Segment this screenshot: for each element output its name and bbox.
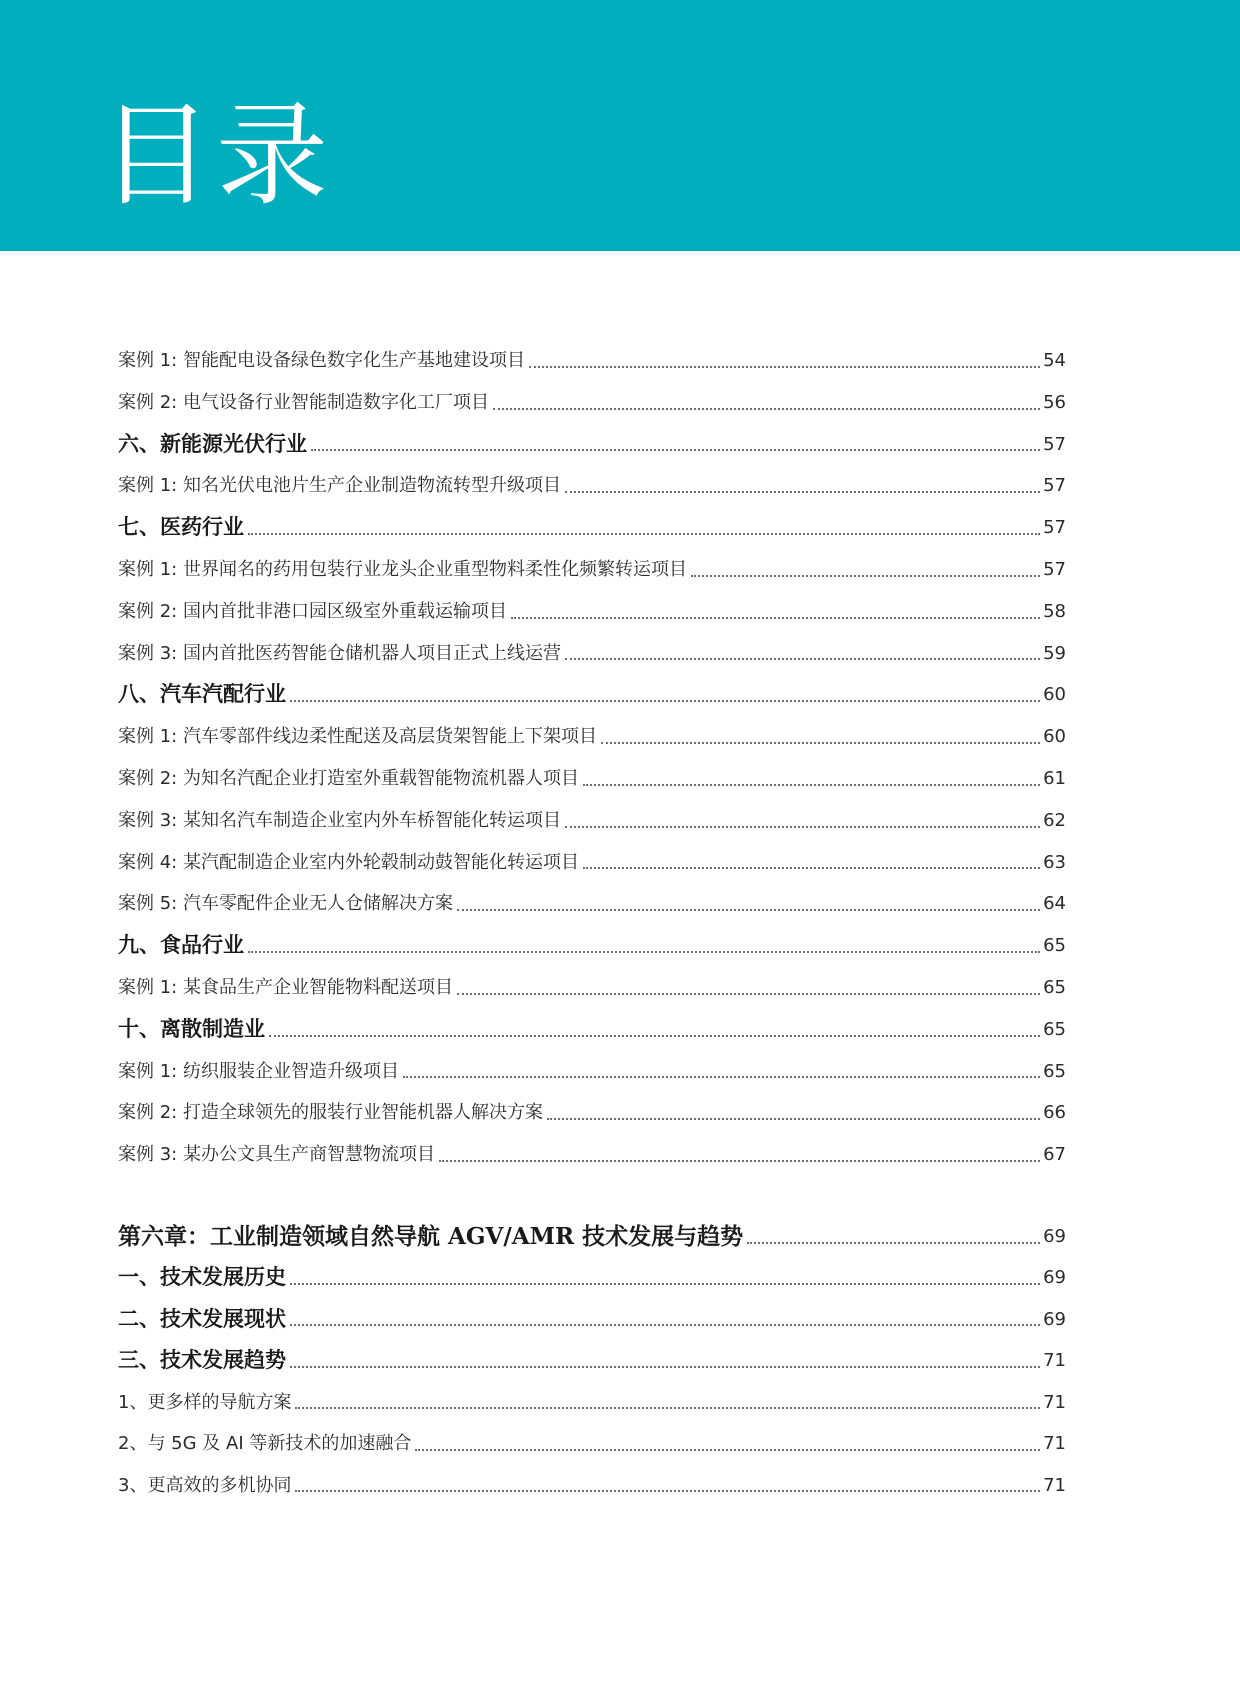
toc-page-number: 65	[1043, 976, 1066, 998]
toc-entry-case[interactable]	[118, 591, 1066, 633]
dot-leader	[295, 1407, 1040, 1409]
dot-leader	[415, 1449, 1040, 1451]
dot-leader	[439, 1160, 1040, 1162]
toc-entry-section[interactable]	[118, 1340, 1066, 1382]
toc-entry-case[interactable]	[118, 465, 1066, 507]
dot-leader	[403, 1076, 1040, 1078]
toc-entry-label: 九、食品行业	[118, 933, 244, 958]
toc-entry-section[interactable]	[118, 925, 1066, 967]
toc-page-number: 57	[1043, 558, 1066, 580]
toc-entry-label: 案例 2: 为知名汽配企业打造室外重载智能物流机器人项目	[118, 767, 579, 789]
toc-entry-label: 案例 1: 汽车零部件线边柔性配送及高层货架智能上下架项目	[118, 726, 597, 748]
toc-entry-label: 2、与 5G 及 AI 等新技术的加速融合	[118, 1433, 412, 1454]
toc-page-number: 69	[1043, 1267, 1066, 1288]
dot-leader	[601, 742, 1040, 744]
toc-entry-label: 二、技术发展现状	[118, 1306, 286, 1331]
toc-entry-label: 1、更多样的导航方案	[118, 1391, 292, 1413]
toc-entry-label: 案例 2: 电气设备行业智能制造数字化工厂项目	[118, 391, 489, 413]
page-title: 目录	[100, 91, 332, 221]
dot-leader	[547, 1118, 1040, 1120]
toc-page-number: 62	[1043, 809, 1066, 831]
toc-entry-case[interactable]	[118, 883, 1066, 925]
toc-entry-label: 十、离散制造业	[118, 1016, 265, 1041]
toc-entry-case[interactable]	[118, 758, 1066, 800]
dot-leader	[290, 700, 1040, 702]
dot-leader	[290, 1324, 1040, 1326]
toc-page-number: 60	[1043, 684, 1066, 706]
dot-leader	[248, 533, 1040, 535]
toc-entry-case[interactable]	[118, 1092, 1066, 1134]
toc-entry-case[interactable]	[118, 842, 1066, 884]
toc-entry-label: 一、技术发展历史	[118, 1265, 286, 1289]
toc-page-number: 59	[1043, 642, 1066, 664]
toc-entry-section[interactable]	[118, 1299, 1066, 1341]
dot-leader	[457, 993, 1040, 995]
toc-entry-label: 案例 1: 某食品生产企业智能物料配送项目	[118, 976, 453, 998]
toc-page-number: 71	[1043, 1433, 1066, 1454]
toc-page-number: 65	[1043, 1060, 1066, 1082]
toc-page-number: 69	[1043, 1308, 1066, 1330]
toc-entry-label: 案例 1: 智能配电设备绿色数字化生产基地建设项目	[118, 350, 525, 371]
toc-page-number: 58	[1043, 600, 1066, 622]
toc-entry-case[interactable]	[118, 716, 1066, 758]
toc-entry-item[interactable]	[118, 1382, 1066, 1424]
toc-entry-label: 案例 4: 某汽配制造企业室内外轮毂制动鼓智能化转运项目	[118, 851, 579, 873]
toc-entry-label: 案例 2: 国内首批非港口园区级室外重载运输项目	[118, 600, 507, 622]
toc-page-number: 71	[1043, 1350, 1066, 1371]
toc-entry-section[interactable]	[118, 1009, 1066, 1051]
toc-page-number: 65	[1043, 1018, 1066, 1040]
toc-page-number: 67	[1043, 1144, 1066, 1166]
toc-entry-label: 案例 3: 某办公文具生产商智慧物流项目	[118, 1144, 435, 1166]
dot-leader	[295, 1490, 1040, 1492]
dot-leader	[248, 951, 1040, 953]
toc-entry-label: 案例 1: 纺织服装企业智造升级项目	[118, 1060, 399, 1082]
dot-leader	[529, 366, 1040, 368]
dot-leader	[747, 1242, 1040, 1244]
toc-entry-section[interactable]	[118, 507, 1066, 549]
dot-leader	[311, 449, 1040, 451]
toc-page-number: 57	[1043, 433, 1066, 455]
toc-entry-case[interactable]	[118, 633, 1066, 675]
toc-entry-section[interactable]	[118, 424, 1066, 466]
toc-page-number: 60	[1043, 726, 1066, 748]
toc-entry-label: 案例 1: 知名光伏电池片生产企业制造物流转型升级项目	[118, 475, 561, 497]
header-band	[0, 0, 1240, 251]
toc-page-number: 69	[1043, 1226, 1066, 1247]
toc-entry-section[interactable]	[118, 1257, 1066, 1299]
toc-entry-label: 案例 2: 打造全球领先的服装行业智能机器人解决方案	[118, 1102, 543, 1124]
toc-entry-label: 案例 3: 国内首批医药智能仓储机器人项目正式上线运营	[118, 642, 561, 664]
toc-page-number: 57	[1043, 475, 1066, 497]
dot-leader	[565, 658, 1040, 660]
toc-page-number: 65	[1043, 935, 1066, 957]
toc-entry-item[interactable]	[118, 1423, 1066, 1465]
toc-entry-case[interactable]	[118, 1051, 1066, 1093]
toc-entry-case[interactable]	[118, 800, 1066, 842]
toc-entry-label: 案例 3: 某知名汽车制造企业室内外车桥智能化转运项目	[118, 809, 561, 831]
toc-entry-chapter[interactable]	[118, 1216, 1066, 1257]
toc-page-number: 66	[1043, 1102, 1066, 1124]
dot-leader	[691, 575, 1040, 577]
toc-page-number: 71	[1043, 1391, 1066, 1413]
toc-page-number: 71	[1043, 1474, 1066, 1496]
toc-entry-label: 七、医药行业	[118, 515, 244, 540]
toc-entry-label: 案例 5: 汽车零配件企业无人仓储解决方案	[118, 893, 453, 915]
toc-entry-section[interactable]	[118, 674, 1066, 716]
dot-leader	[583, 867, 1040, 869]
toc-entry-case[interactable]	[118, 340, 1066, 382]
toc-page-number: 64	[1043, 893, 1066, 915]
dot-leader	[290, 1366, 1040, 1368]
toc-entry-case[interactable]	[118, 382, 1066, 424]
toc-list-cases	[118, 340, 1066, 1176]
dot-leader	[583, 784, 1040, 786]
dot-leader	[493, 408, 1040, 410]
toc-entry-label: 三、技术发展趋势	[118, 1348, 286, 1372]
toc-entry-label: 八、汽车汽配行业	[118, 682, 286, 707]
toc-entry-label: 第六章：工业制造领域自然导航 AGV/AMR 技术发展与趋势	[118, 1223, 744, 1250]
toc-page-number: 56	[1043, 391, 1066, 413]
toc-page-number: 57	[1043, 517, 1066, 539]
toc-entry-label: 案例 1: 世界闻名的药用包装行业龙头企业重型物料柔性化频繁转运项目	[118, 558, 687, 580]
dot-leader	[565, 491, 1040, 493]
toc-entry-item[interactable]	[118, 1465, 1066, 1507]
toc-page-number: 54	[1043, 350, 1066, 371]
toc-page-number: 61	[1043, 767, 1066, 789]
dot-leader	[511, 617, 1040, 619]
toc-entry-case[interactable]	[118, 1134, 1066, 1176]
toc-entry-label: 3、更高效的多机协同	[118, 1474, 292, 1496]
toc-entry-case[interactable]	[118, 967, 1066, 1009]
toc-entry-label: 六、新能源光伏行业	[118, 431, 307, 456]
toc-page-number: 63	[1043, 851, 1066, 873]
dot-leader	[565, 826, 1040, 828]
dot-leader	[290, 1283, 1040, 1285]
toc-list-chapter-six	[118, 1216, 1066, 1506]
dot-leader	[269, 1035, 1040, 1037]
dot-leader	[457, 909, 1040, 911]
toc-entry-case[interactable]	[118, 549, 1066, 591]
